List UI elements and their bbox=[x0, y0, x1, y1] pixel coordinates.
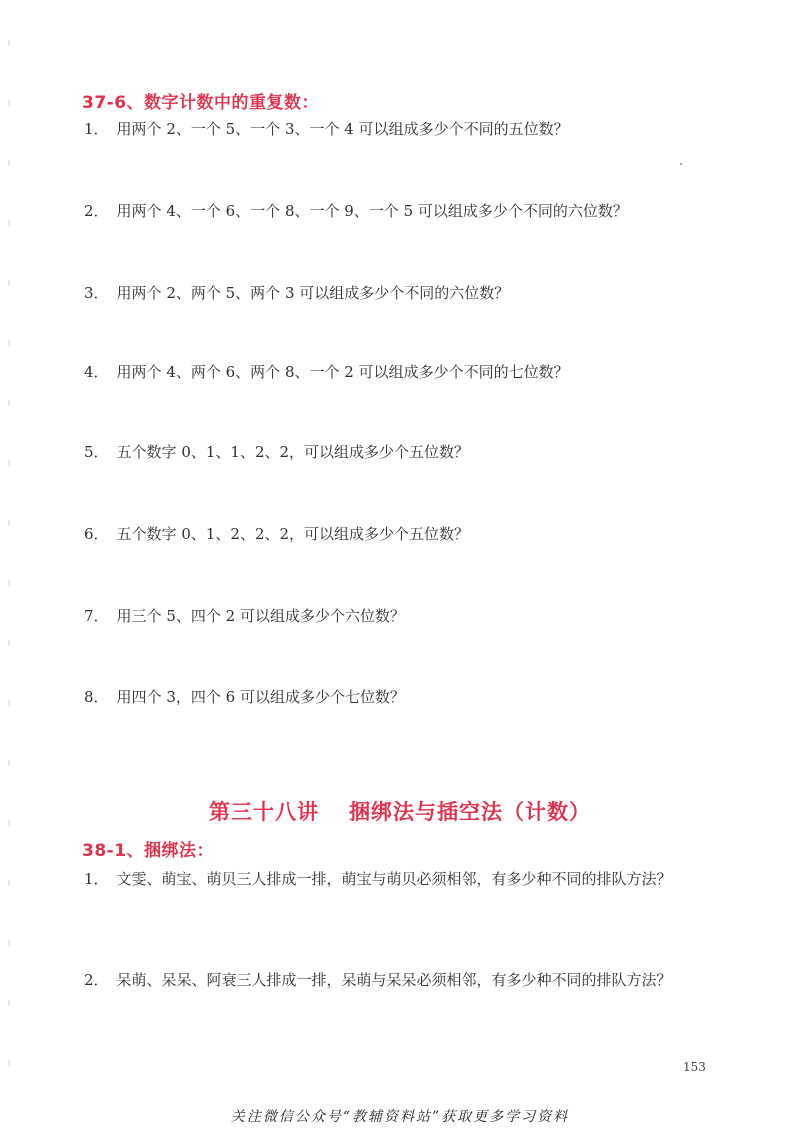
question-text: 用两个 2、两个 5、两个 3 可以组成多少个不同的六位数？ bbox=[116, 284, 510, 302]
chapter-number: 第三十八讲 bbox=[209, 800, 319, 824]
question-number: 6． bbox=[84, 525, 109, 543]
question-text: 五个数字 0、1、2、2、2，可以组成多少个五位数？ bbox=[116, 525, 470, 543]
question-text: 用两个 4、一个 6、一个 8、一个 9、一个 5 可以组成多少个不同的六位数？ bbox=[116, 202, 628, 220]
question-number: 7． bbox=[84, 607, 109, 625]
question-text: 用两个 4、两个 6、两个 8、一个 2 可以组成多少个不同的七位数？ bbox=[116, 363, 569, 381]
question-item bbox=[84, 605, 405, 626]
chapter-name: 捆绑法与插空法（计数） bbox=[349, 800, 591, 824]
question-number: 5． bbox=[84, 443, 109, 461]
question-number: 4． bbox=[84, 363, 109, 381]
question-text: 五个数字 0、1、1、2、2，可以组成多少个五位数？ bbox=[116, 443, 470, 461]
section-title-37-6: 37-6、数字计数中的重复数： bbox=[82, 93, 320, 113]
question-number: 2． bbox=[84, 971, 109, 989]
question-item bbox=[84, 686, 405, 707]
question-item bbox=[84, 969, 672, 990]
question-item bbox=[84, 118, 569, 139]
question-text: 用两个 2、一个 5、一个 3、一个 4 可以组成多少个不同的五位数？ bbox=[116, 120, 569, 138]
question-item bbox=[84, 282, 509, 303]
scan-edge-artifact bbox=[8, 40, 10, 1080]
question-item bbox=[84, 441, 469, 462]
question-item bbox=[84, 361, 569, 382]
question-text: 用三个 5、四个 2 可以组成多少个六位数？ bbox=[116, 607, 405, 625]
question-number: 3． bbox=[84, 284, 109, 302]
section-title-38-1: 38-1、捆绑法： bbox=[82, 841, 215, 861]
page-number: 153 bbox=[683, 1060, 706, 1074]
question-text: 呆萌、呆呆、阿衰三人排成一排，呆萌与呆呆必须相邻，有多少种不同的排队方法？ bbox=[116, 971, 672, 989]
question-item bbox=[84, 868, 672, 889]
scan-speck bbox=[680, 163, 682, 165]
footer-watermark-text: 关注微信公众号“教辅资料站”获取更多学习资料 bbox=[230, 1109, 570, 1125]
question-item bbox=[84, 523, 469, 544]
question-number: 2． bbox=[84, 202, 109, 220]
question-text: 文雯、萌宝、萌贝三人排成一排，萌宝与萌贝必须相邻，有多少种不同的排队方法？ bbox=[116, 870, 672, 888]
question-number: 8． bbox=[84, 688, 109, 706]
question-number: 1． bbox=[84, 870, 109, 888]
question-text: 用四个 3，四个 6 可以组成多少个七位数？ bbox=[116, 688, 405, 706]
question-item bbox=[84, 200, 628, 221]
question-number: 1． bbox=[84, 120, 109, 138]
chapter-title bbox=[0, 796, 800, 826]
